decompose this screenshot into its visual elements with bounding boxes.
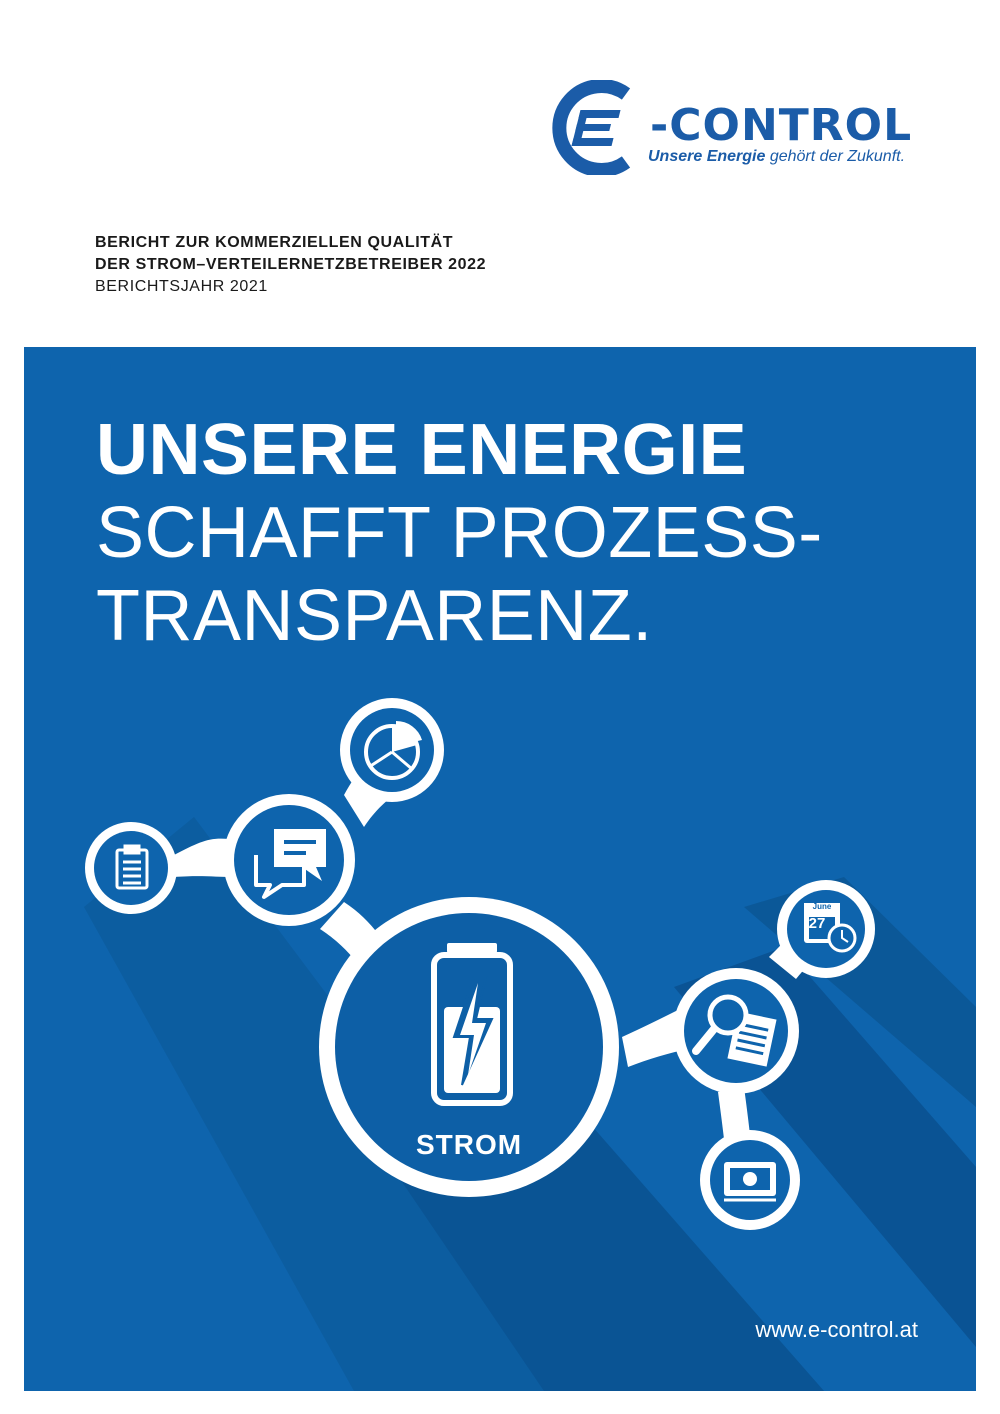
tagline-rest: gehört der Zukunft.	[765, 148, 906, 165]
money-bills-icon	[724, 1162, 776, 1200]
headline-line1: UNSERE ENERGIE	[96, 410, 748, 490]
headline-line3: TRANSPARENZ.	[96, 576, 653, 656]
calendar-day: 27	[808, 915, 826, 932]
report-heading	[95, 232, 486, 298]
logo-tagline	[648, 148, 905, 166]
cover-headline	[96, 409, 823, 658]
tagline-bold: Unsere Energie	[648, 148, 766, 165]
report-title-line1: BERICHT ZUR KOMMERZIELLEN QUALITÄT	[95, 234, 454, 251]
calendar-month: June	[812, 902, 832, 911]
logo-wordmark: -CONTROL	[650, 100, 913, 151]
strom-label: STROM	[415, 1129, 523, 1160]
e-control-logo	[534, 80, 914, 175]
headline-line2: SCHAFFT PROZESS-	[96, 493, 823, 573]
report-year: BERICHTSJAHR 2021	[95, 278, 268, 295]
report-title-line2: DER STROM–VERTEILERNETZBETREIBER 2022	[95, 256, 487, 273]
cover-panel	[24, 347, 976, 1391]
e-control-logo-mark	[534, 80, 654, 175]
website-url[interactable]: www.e-control.at	[755, 1317, 918, 1342]
